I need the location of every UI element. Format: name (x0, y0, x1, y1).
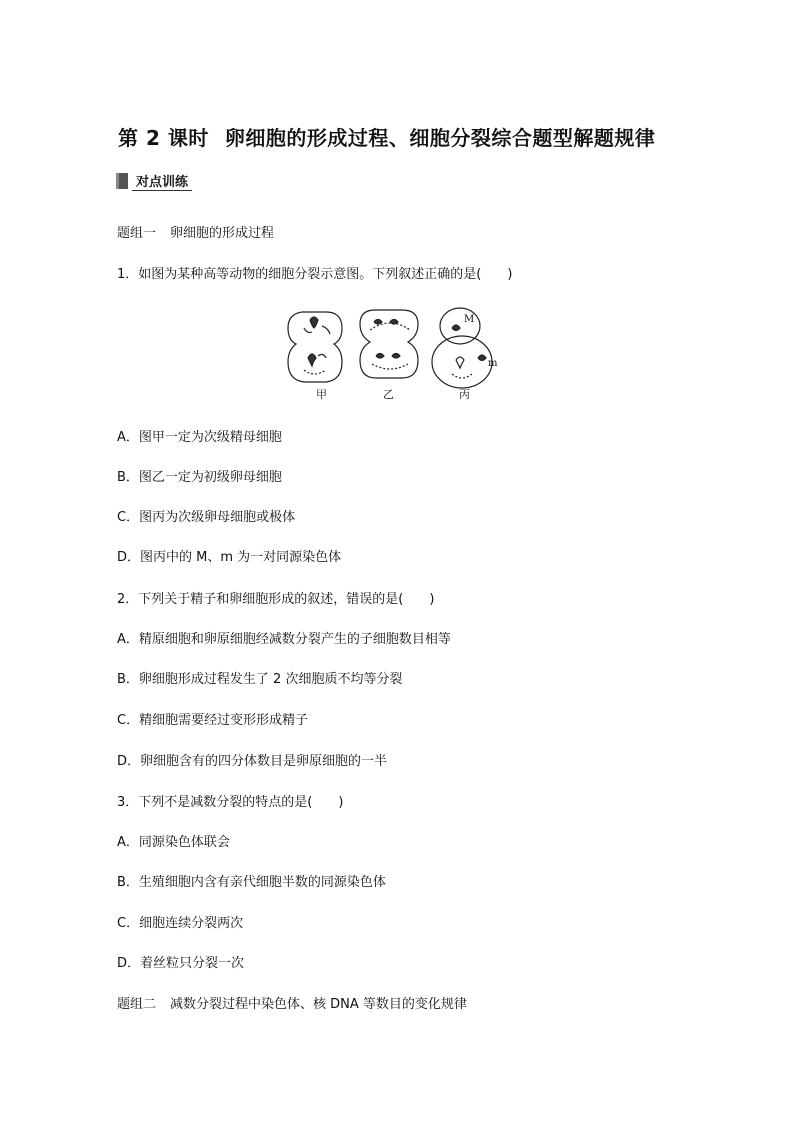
section-badge (116, 172, 192, 190)
section-label: 对点训练 (132, 171, 192, 191)
cell-bing-icon (432, 308, 492, 388)
cell-jia-icon (288, 312, 342, 382)
lesson-topic: 卵细胞的形成过程、细胞分裂综合题型解题规律 (224, 126, 656, 150)
q3-option-c: C．细胞连续分裂两次 (117, 916, 244, 931)
q1-option-c: C．图丙为次级卵母细胞或极体 (117, 510, 296, 525)
q1-option-d: D．图丙中的 M、m 为一对同源染色体 (117, 550, 342, 565)
q2-option-a: A．精原细胞和卵原细胞经减数分裂产生的子细胞数目相等 (117, 632, 451, 647)
q2-option-b: B．卵细胞形成过程发生了 2 次细胞质不均等分裂 (117, 672, 403, 687)
caption-bing: 丙 (459, 388, 470, 401)
label-M: M (464, 314, 475, 325)
q1-option-b: B．图乙一定为初级卵母细胞 (117, 470, 282, 485)
group2-heading: 题组二 减数分裂过程中染色体、核 DNA 等数目的变化规律 (117, 997, 467, 1012)
q3-option-d: D．着丝粒只分裂一次 (117, 956, 245, 971)
q1-stem: 1．如图为某种高等动物的细胞分裂示意图。下列叙述正确的是( ) (117, 267, 513, 282)
cell-yi-icon (360, 310, 418, 378)
cell-division-figure (280, 300, 510, 400)
caption-jia: 甲 (316, 388, 327, 401)
label-m: m (488, 358, 498, 369)
q3-option-b: B．生殖细胞内含有亲代细胞半数的同源染色体 (117, 875, 386, 890)
page-title (118, 122, 718, 151)
q3-option-a: A．同源染色体联会 (117, 835, 230, 850)
q2-option-d: D．卵细胞含有的四分体数目是卵原细胞的一半 (117, 754, 388, 769)
q3-stem: 3．下列不是减数分裂的特点的是( ) (117, 795, 344, 810)
caption-yi: 乙 (383, 388, 394, 401)
group1-heading: 题组一 卵细胞的形成过程 (117, 226, 275, 241)
section-marker-icon (116, 173, 128, 189)
q2-option-c: C．精细胞需要经过变形形成精子 (117, 713, 309, 728)
q2-stem: 2．下列关于精子和卵细胞形成的叙述，错误的是( ) (117, 592, 435, 607)
q1-option-a: A．图甲一定为次级精母细胞 (117, 430, 282, 445)
lesson-number: 第 2 课时 (118, 126, 209, 150)
